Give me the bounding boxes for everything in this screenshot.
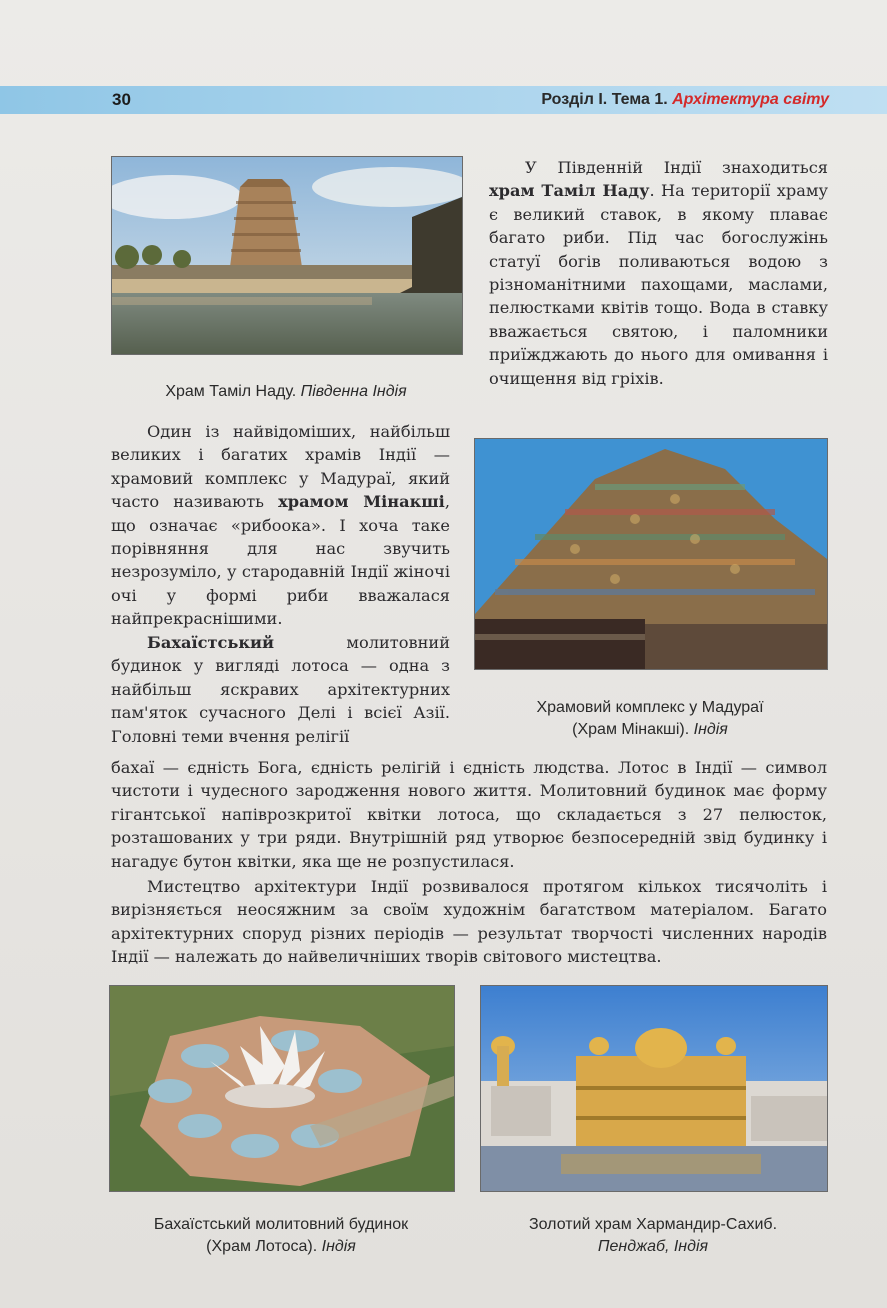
caption-tamil-nadu bbox=[111, 381, 461, 403]
caption-text: Бахаїстський молитовний будинок bbox=[153, 1216, 409, 1233]
term-minakshi: храмом Мінакші bbox=[278, 492, 445, 512]
caption-text: Храмовий комплекс у Мадураї bbox=[536, 699, 764, 716]
section-label: Розділ І. Тема 1. bbox=[541, 91, 668, 108]
term-bahai: Бахаїстський bbox=[147, 633, 275, 652]
paragraph-madurai: Один із найвідоміших, найбільш великих і багатих храмів Індії — храмовий комплекс у Мадураї, який часто називають храмом Мінакші, що означає «рибоока». І хоча таке порівняння для нас звучить незрозуміло, у стародавній Індії жіночі очі у формі риби вважалася найпрекраснішими. bbox=[111, 422, 450, 629]
photo-lotus-temple bbox=[109, 985, 455, 1192]
running-head bbox=[541, 88, 829, 112]
caption-text: Золотий храм Хармандир-Сахиб. bbox=[528, 1216, 778, 1233]
caption-madurai bbox=[474, 697, 826, 741]
page-number: 30 bbox=[112, 90, 131, 109]
caption-text: Храм Таміл Наду. bbox=[165, 383, 301, 400]
caption-location: Південна Індія bbox=[300, 383, 407, 400]
paragraph-tamil-nadu: У Південній Індії знаходиться храм Таміл Наду. На території храму є великий ставок, в якому плаває багато риби. Під час богослужінь статуї богів поливаються водою з різноманітними пахощами, маслами, пелюстками квітів тощо. Вода в ставку вважається святою, і паломники приїжджають до нього для омивання і очищення від гріхів. bbox=[489, 158, 828, 388]
paragraph-indian-architecture: Мистецтво архітектури Індії розвивалося протягом кількох тисячоліть і вирізняється неосяжним за своїм художнім багатством матеріалом. Багато архітектурних споруд різних періодів — результат творчості численних народів Індії — належать до найвеличніших творів світового мистецтва. bbox=[111, 877, 827, 967]
photo-tamil-nadu-temple bbox=[111, 156, 463, 355]
paragraph-lotus-temple: Бахаїстський молитовний будинок у вигляді лотоса — одна з найбільш яскравих архітектурних пам'яток сучасного Делі і всієї Азії. Головні теми вчення релігії bbox=[111, 633, 450, 746]
photo-golden-temple bbox=[480, 985, 828, 1192]
topic-label: Архітектура світу bbox=[672, 91, 829, 108]
caption-text-2: (Храм Лотоса). bbox=[206, 1238, 322, 1255]
caption-location: Індія bbox=[321, 1238, 356, 1255]
paragraph-lotus-continued: бахаї — єдність Бога, єдність релігій і єдність людства. Лотос в Індії — символ чистоти і чудесного зародження нового життя. Молитовний будинок має форму гігантської напіврозкритої квітки лотоса, що складається з 27 пелюсток, розташованих у три ряди. Внутрішній ряд утворює безпосередній звід будинку і нагадує бутон квітки, яка ще не розпустилася. bbox=[111, 758, 827, 871]
caption-lotus-temple bbox=[109, 1214, 453, 1258]
caption-text-2: (Храм Мінакші). bbox=[572, 721, 694, 738]
caption-location: Індія bbox=[693, 721, 728, 738]
photo-madurai-temple bbox=[474, 438, 828, 670]
term-tamil-nadu: храм Таміл Наду bbox=[489, 181, 650, 201]
caption-location: Пенджаб, Індія bbox=[597, 1238, 709, 1255]
caption-golden-temple bbox=[480, 1214, 826, 1258]
